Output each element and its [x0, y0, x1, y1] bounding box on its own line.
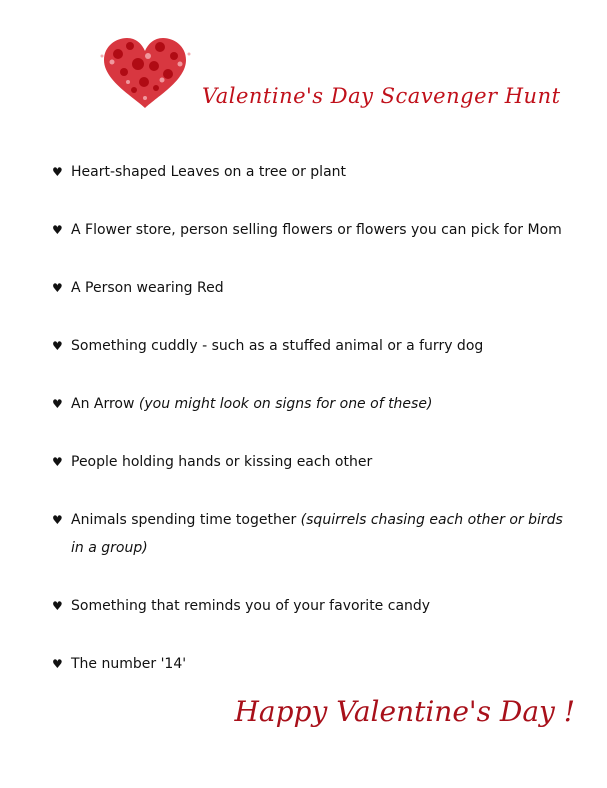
list-item-text: A Person wearing Red — [71, 280, 224, 296]
list-item-text: Something cuddly - such as a stuffed animal or a furry dog — [71, 338, 484, 354]
list-item — [52, 158, 572, 186]
closing-greeting: Happy Valentine's Day ! — [234, 695, 575, 728]
list-item-text: Heart-shaped Leaves on a tree or plant — [71, 164, 347, 180]
list-item-note: (squirrels chasing each other or birds in a group) — [71, 512, 563, 556]
heart-bullet-icon: ♥ — [52, 339, 63, 353]
list-item-text: Animals spending time together — [71, 512, 297, 528]
list-item-text: An Arrow — [71, 396, 135, 412]
list-item-text: People holding hands or kissing each other — [71, 454, 373, 470]
heart-bullet-icon: ♥ — [52, 599, 63, 613]
page-title: Valentine's Day Scavenger Hunt — [202, 84, 561, 108]
list-item — [52, 390, 572, 418]
rose-petal-heart-icon — [98, 34, 192, 112]
list-item — [52, 274, 572, 302]
heart-bullet-icon: ♥ — [52, 455, 63, 469]
list-item-text: The number '14' — [71, 656, 187, 672]
list-item-text: Something that reminds you of your favorite candy — [71, 598, 431, 614]
scavenger-hunt-list — [52, 158, 572, 708]
list-item — [52, 332, 572, 360]
list-item-text: A Flower store, person selling flowers or flowers you can pick for Mom — [71, 222, 562, 238]
list-item — [52, 448, 572, 476]
list-item-note: (you might look on signs for one of these) — [138, 396, 433, 412]
heart-bullet-icon: ♥ — [52, 281, 63, 295]
list-item — [52, 592, 572, 620]
heart-bullet-icon: ♥ — [52, 397, 63, 411]
heart-bullet-icon: ♥ — [52, 223, 63, 237]
list-item — [52, 506, 572, 562]
heart-bullet-icon: ♥ — [52, 657, 63, 671]
heart-bullet-icon: ♥ — [52, 513, 63, 527]
list-item — [52, 650, 572, 678]
heart-bullet-icon: ♥ — [52, 165, 63, 179]
list-item — [52, 216, 572, 244]
